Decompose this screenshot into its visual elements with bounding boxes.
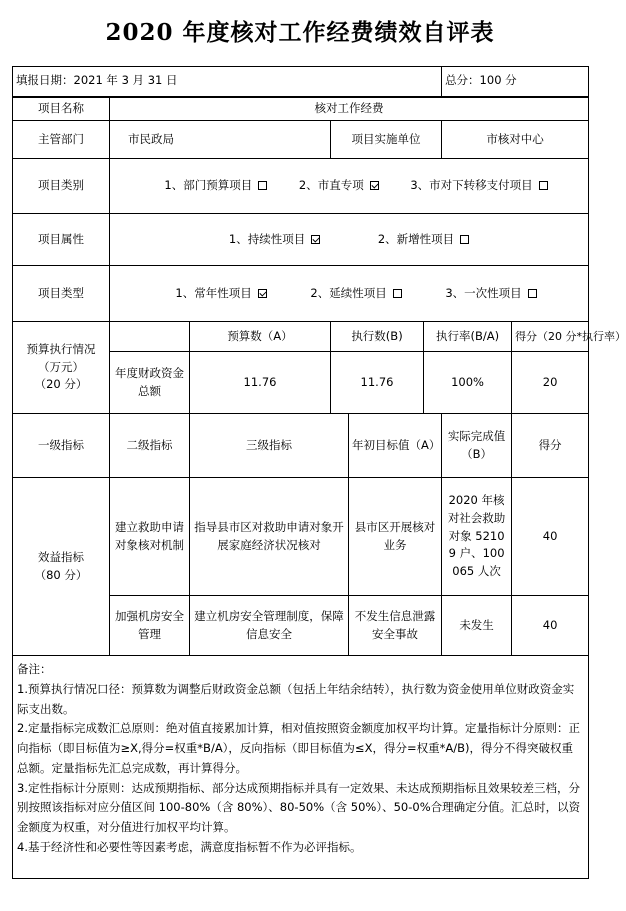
notes-row [13,656,589,879]
budget-col-score: 得分（20 分*执行率） [512,322,589,352]
dept-label: 主管部门 [13,121,110,159]
note-item: 2.定量指标完成数汇总原则：绝对值直接累加计算，相对值按照资金额度加权平均计算。定量指标计分原则：正向指标（即目标值为≥X,得分=权重*B/A），反向指标（即目标值为≤X，得分=权重*A/B)，得分不得突破权重总额。定量指标先汇总完成数，再计算得分。 [17,721,580,775]
category-options [110,159,589,214]
checkbox-icon[interactable] [393,289,402,298]
indicator-header-row [13,414,589,478]
type-option-extended: 2、延续性项目 [310,285,401,303]
indicator-col-l2: 二级指标 [110,414,190,478]
budget-value: 11.76 [190,352,331,414]
indicator-col-l1: 一级指标 [13,414,110,478]
type-options [110,266,589,322]
dept-value: 市民政局 [110,121,331,159]
indicator-l1: 效益指标 （80 分） [13,478,110,656]
indicator-row [13,478,589,596]
checkbox-icon[interactable] [258,181,267,190]
indicator-actual: 未发生 [442,596,512,656]
checked-checkbox-icon[interactable] [311,235,320,244]
page-title: 2020 年度核对工作经费绩效自评表 [105,18,495,46]
attribute-options [110,214,589,266]
score-value: 20 [512,352,589,414]
indicator-col-actual: 实际完成值（B） [442,414,512,478]
exec-value: 11.76 [331,352,424,414]
checked-checkbox-icon[interactable] [370,181,379,190]
note-item: 3.定性指标计分原则：达成预期指标、部分达成预期指标并具有一定效果、未达成预期指标且效果较差三档，分别按照该指标对应分值区间 100-80%（含 80%）、80-50%（含 50%）、50-0%合理确定分值。汇总时，以资金额度为权重，对分值进行加权平均计算。 [17,780,581,835]
project-name-label: 项目名称 [13,97,110,121]
budget-col-exec: 执行数(B) [331,322,424,352]
budget-col-budget: 预算数（A） [190,322,331,352]
indicator-l2: 建立救助申请对象核对机制 [110,478,190,596]
type-label: 项目类型 [13,266,110,322]
notes-heading: 备注： [17,662,52,676]
unit-label: 项目实施单位 [331,121,442,159]
type-option-annual: 1、常年性项目 [175,285,266,303]
budget-label: 预算执行情况 （万元） （20 分） [13,322,110,414]
note-item: 1.预算执行情况口径：预算数为调整后财政资金总额（包括上年结余结转），执行数为资金使用单位财政资金实际支出数。 [17,681,575,716]
checkbox-icon[interactable] [460,235,469,244]
attribute-option-continuous: 1、持续性项目 [229,231,320,249]
indicator-score: 40 [512,596,589,656]
attribute-label: 项目属性 [13,214,110,266]
rate-value: 100% [424,352,512,414]
project-name-row [13,97,589,121]
category-option-special: 2、市直专项 [299,177,379,195]
indicator-l2: 加强机房安全管理 [110,596,190,656]
notes [13,656,589,879]
category-option-transfer: 3、市对下转移支付项目 [410,177,547,195]
indicator-actual: 2020 年核对社会救助对象 52109 户、100065 人次 [442,478,512,596]
evaluation-table [12,66,626,879]
indicator-col-l3: 三级指标 [190,414,349,478]
project-name-value: 核对工作经费 [110,97,589,121]
note-item: 4.基于经济性和必要性等因素考虑，满意度指标暂不作为必评指标。 [17,839,362,854]
indicator-l3: 建立机房安全管理制度，保障信息安全 [190,596,349,656]
checked-checkbox-icon[interactable] [258,289,267,298]
type-row [13,266,589,322]
budget-blank-cell [110,322,190,352]
budget-row-label: 年度财政资金总额 [110,352,190,414]
attribute-row [13,214,589,266]
budget-header-row [13,322,589,352]
category-row [13,159,589,214]
budget-col-rate: 执行率(B/A) [424,322,512,352]
indicator-l3: 指导县市区对救助申请对象开展家庭经济状况核对 [190,478,349,596]
type-option-onetime: 3、一次性项目 [445,285,536,303]
category-label: 项目类别 [13,159,110,214]
indicator-col-score: 得分 [512,414,589,478]
fill-date: 填报日期：2021 年 3 月 31 日 [13,67,442,97]
total-score: 总分：100 分 [442,67,589,97]
checkbox-icon[interactable] [528,289,537,298]
checkbox-icon[interactable] [539,181,548,190]
attribute-option-new: 2、新增性项目 [378,231,469,249]
category-option-budget: 1、部门预算项目 [164,177,267,195]
indicator-target: 不发生信息泄露安全事故 [349,596,442,656]
unit-value: 市核对中心 [442,121,589,159]
indicator-target: 县市区开展核对业务 [349,478,442,596]
indicator-score: 40 [512,478,589,596]
indicator-col-target: 年初目标值（A） [349,414,442,478]
header-row [13,67,589,97]
dept-row [13,121,589,159]
